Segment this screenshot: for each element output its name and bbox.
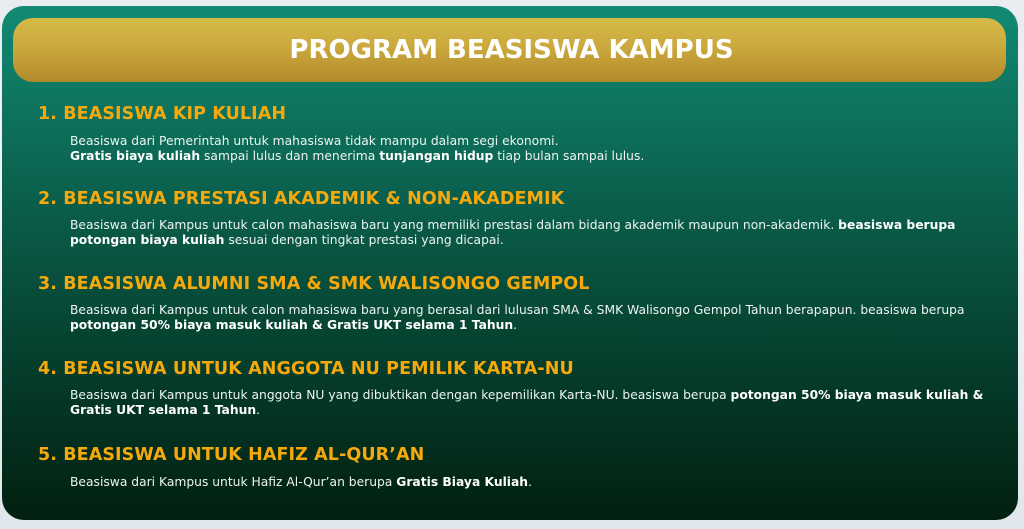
- description-text: Beasiswa dari Kampus untuk calon mahasiswa baru yang memiliki prestasi dalam bidang akademik maupun non-akademik.: [70, 218, 839, 232]
- highlighted-text: Gratis biaya kuliah: [70, 149, 201, 163]
- item-heading: 1. BEASISWA KIP KULIAH: [38, 104, 287, 124]
- description-text: sampai lulus dan menerima: [200, 149, 380, 163]
- highlighted-text: potongan 50% biaya masuk kuliah & Gratis UKT selama 1 Tahun: [70, 318, 514, 332]
- title-banner: [13, 18, 1006, 82]
- description-text: .: [528, 475, 532, 489]
- description-text: .: [256, 403, 261, 417]
- description-text: tiap bulan sampai lulus.: [493, 149, 645, 163]
- item-heading: 5. BEASISWA UNTUK HAFIZ AL-QUR’AN: [38, 445, 425, 465]
- description-text: Beasiswa dari Kampus untuk calon mahasiswa baru yang berasal dari lulusan SMA & SMK Walisongo Gempol Tahun berapapun. beasiswa berupa: [70, 303, 965, 317]
- scholarship-panel: [2, 6, 1018, 520]
- highlighted-text: tunjangan hidup: [379, 149, 494, 163]
- description-text: Beasiswa dari Pemerintah untuk mahasiswa tidak mampu dalam segi ekonomi.: [70, 134, 559, 148]
- page-title: PROGRAM BEASISWA KAMPUS: [289, 35, 734, 65]
- item-description: [70, 475, 1010, 490]
- highlighted-text: beasiswa berupa potongan biaya kuliah: [70, 218, 956, 247]
- item-heading: 4. BEASISWA UNTUK ANGGOTA NU PEMILIK KARTA-NU: [38, 359, 574, 379]
- description-text: sesuai dengan tingkat prestasi yang dicapai.: [224, 233, 504, 247]
- item-description: [70, 218, 1010, 248]
- item-description: [70, 303, 1010, 333]
- highlighted-text: Gratis Biaya Kuliah: [396, 475, 529, 489]
- item-description: [70, 134, 1010, 164]
- item-heading: 3. BEASISWA ALUMNI SMA & SMK WALISONGO GEMPOL: [38, 274, 590, 294]
- description-text: Beasiswa dari Kampus untuk anggota NU yang dibuktikan dengan kepemilikan Karta-NU. beasiswa berupa: [70, 388, 731, 402]
- description-text: .: [513, 318, 518, 332]
- highlighted-text: potongan 50% biaya masuk kuliah & Gratis UKT selama 1 Tahun: [70, 388, 984, 417]
- item-heading: 2. BEASISWA PRESTASI AKADEMIK & NON-AKADEMIK: [38, 189, 565, 209]
- item-description: [70, 388, 1010, 418]
- description-text: Beasiswa dari Kampus untuk Hafiz Al-Qur’an berupa: [70, 475, 397, 489]
